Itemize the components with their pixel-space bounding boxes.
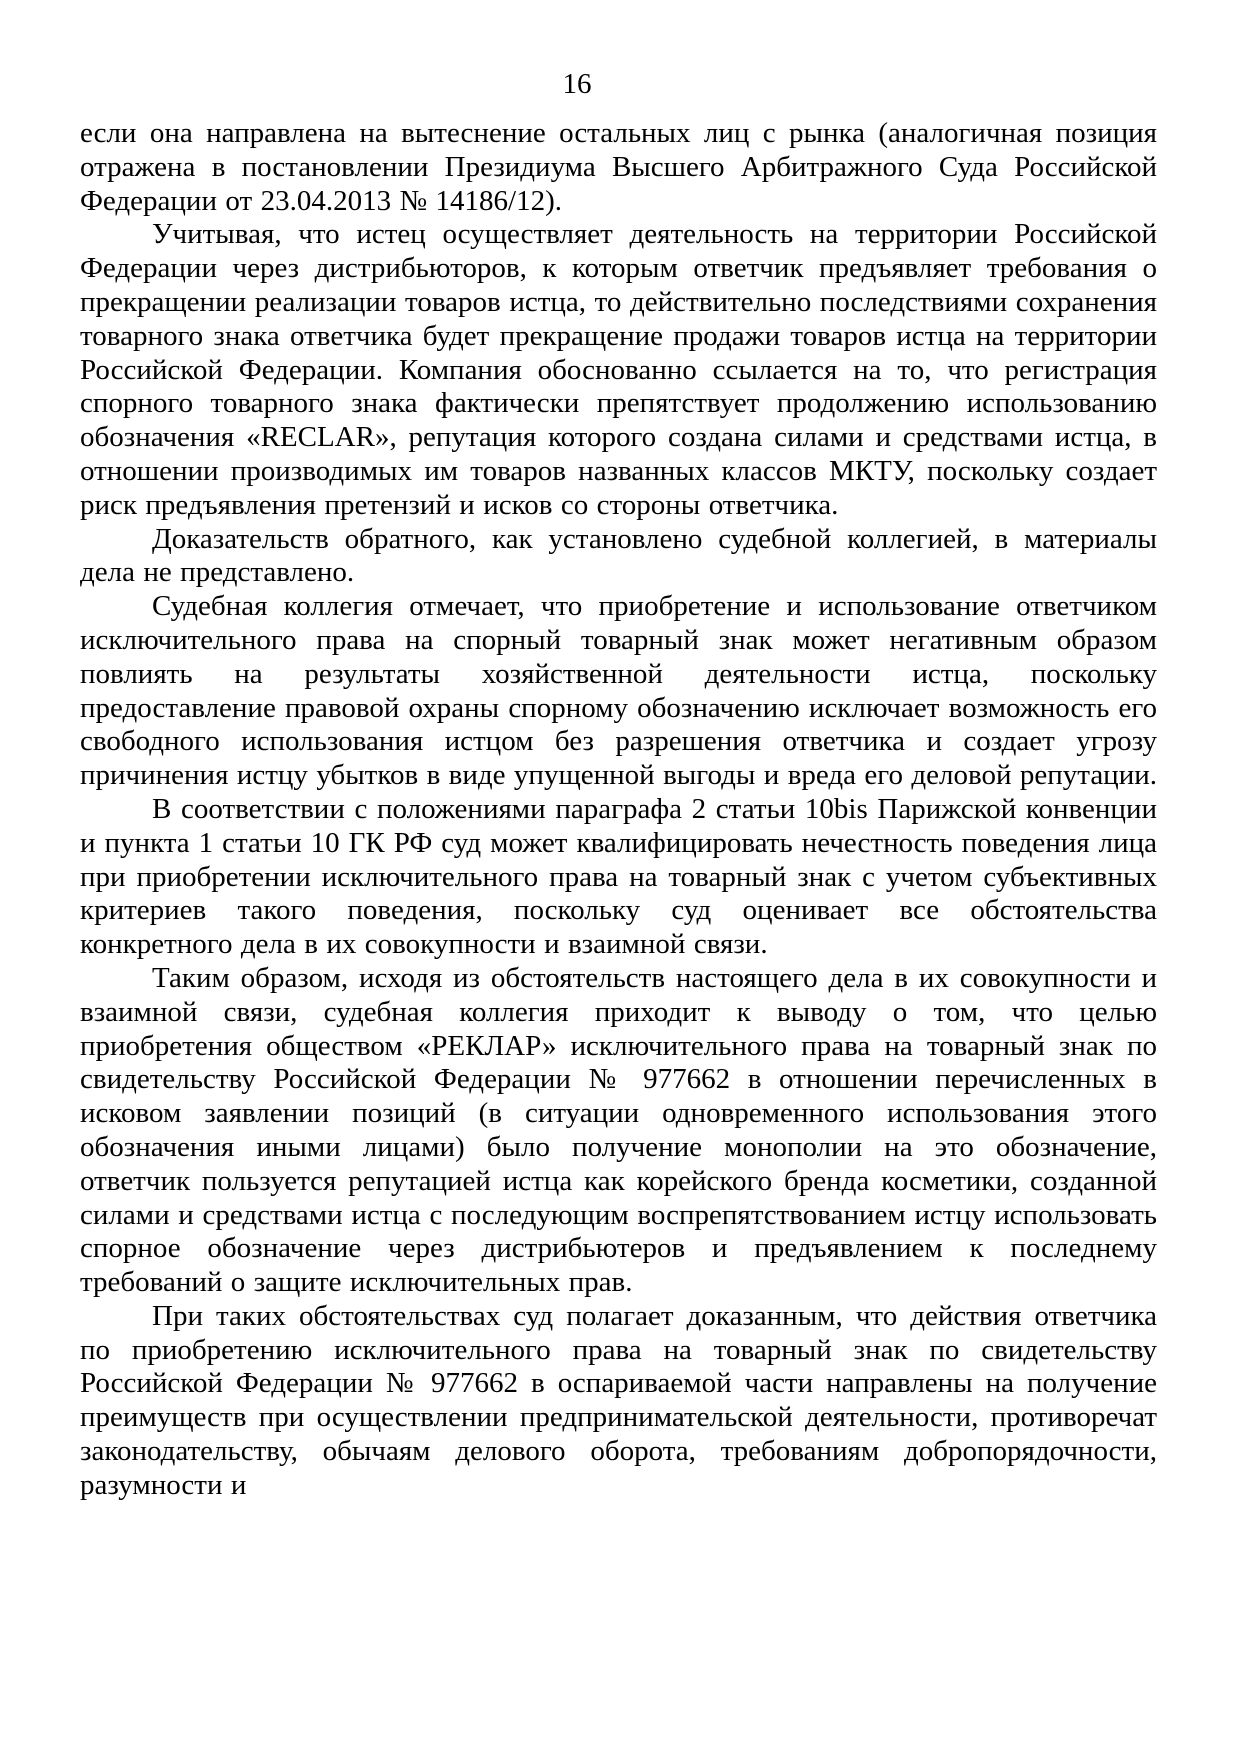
paragraph: Таким образом, исходя из обстоятельств настоящего дела в их совокупности и взаимной связи, судебная коллегия приходит к выводу о том, что целью приобретения обществом «РЕКЛАР» исключительного права на товарный знак по свидетельству Российской Федерации № 977662 в отношении перечисленных в исковом заявлении позиций (в ситуации одновременного использования этого обозначения иными лицами) было получение монополии на это обозначение, ответчик пользуется репутацией истца как корейского бренда косметики, созданной силами и средствами истца с последующим воспрепятствованием истцу использовать спорное обозначение через дистрибьютеров и предъявлением к последнему требований о защите исключительных прав. (80, 961, 1157, 1299)
paragraph: При таких обстоятельствах суд полагает доказанным, что действия ответчика по приобретению исключительного права на товарный знак по свидетельству Российской Федерации № 977662 в оспариваемой части направлены на получение преимуществ при осуществлении предпринимательской деятельности, противоречат законодательству, обычаям делового оборота, требованиям добропорядочности, разумности и (80, 1299, 1157, 1501)
paragraph: Учитывая, что истец осуществляет деятельность на территории Российской Федерации через дистрибьюторов, к которым ответчик предъявляет требования о прекращении реализации товаров истца, то действительно последствиями сохранения товарного знака ответчика будет прекращение продажи товаров истца на территории Российской Федерации. Компания обоснованно ссылается на то, что регистрация спорного товарного знака фактически препятствует продолжению использованию обозначения «RECLAR», репутация которого создана силами и средствами истца, в отношении производимых им товаров названных классов МКТУ, поскольку создает риск предъявления претензий и исков со стороны ответчика. (80, 218, 1157, 521)
document-body (80, 117, 1157, 1503)
paragraph: Доказательств обратного, как установлено судебной коллегией, в материалы дела не представлено. (80, 522, 1157, 589)
paragraph: Судебная коллегия отмечает, что приобретение и использование ответчиком исключительного права на спорный товарный знак может негативным образом повлиять на результаты хозяйственной деятельности истца, поскольку предоставление правовой охраны спорному обозначению исключает возможность его свободного использования истцом без разрешения ответчика и создает угрозу причинения истцу убытков в виде упущенной выгоды и вреда его деловой репутации. (80, 590, 1157, 792)
paragraph: В соответствии с положениями параграфа 2 статьи 10bis Парижской конвенции и пункта 1 статьи 10 ГК РФ суд может квалифицировать нечестность поведения лица при приобретении исключительного права на товарный знак с учетом субъективных критериев такого поведения, поскольку суд оценивает все обстоятельства конкретного дела в их совокупности и взаимной связи. (80, 792, 1157, 961)
paragraph: если она направлена на вытеснение остальных лиц с рынка (аналогичная позиция отражена в постановлении Президиума Высшего Арбитражного Суда Российской Федерации от 23.04.2013 № 14186/12). (80, 117, 1157, 217)
page-number: 16 (562, 68, 592, 100)
